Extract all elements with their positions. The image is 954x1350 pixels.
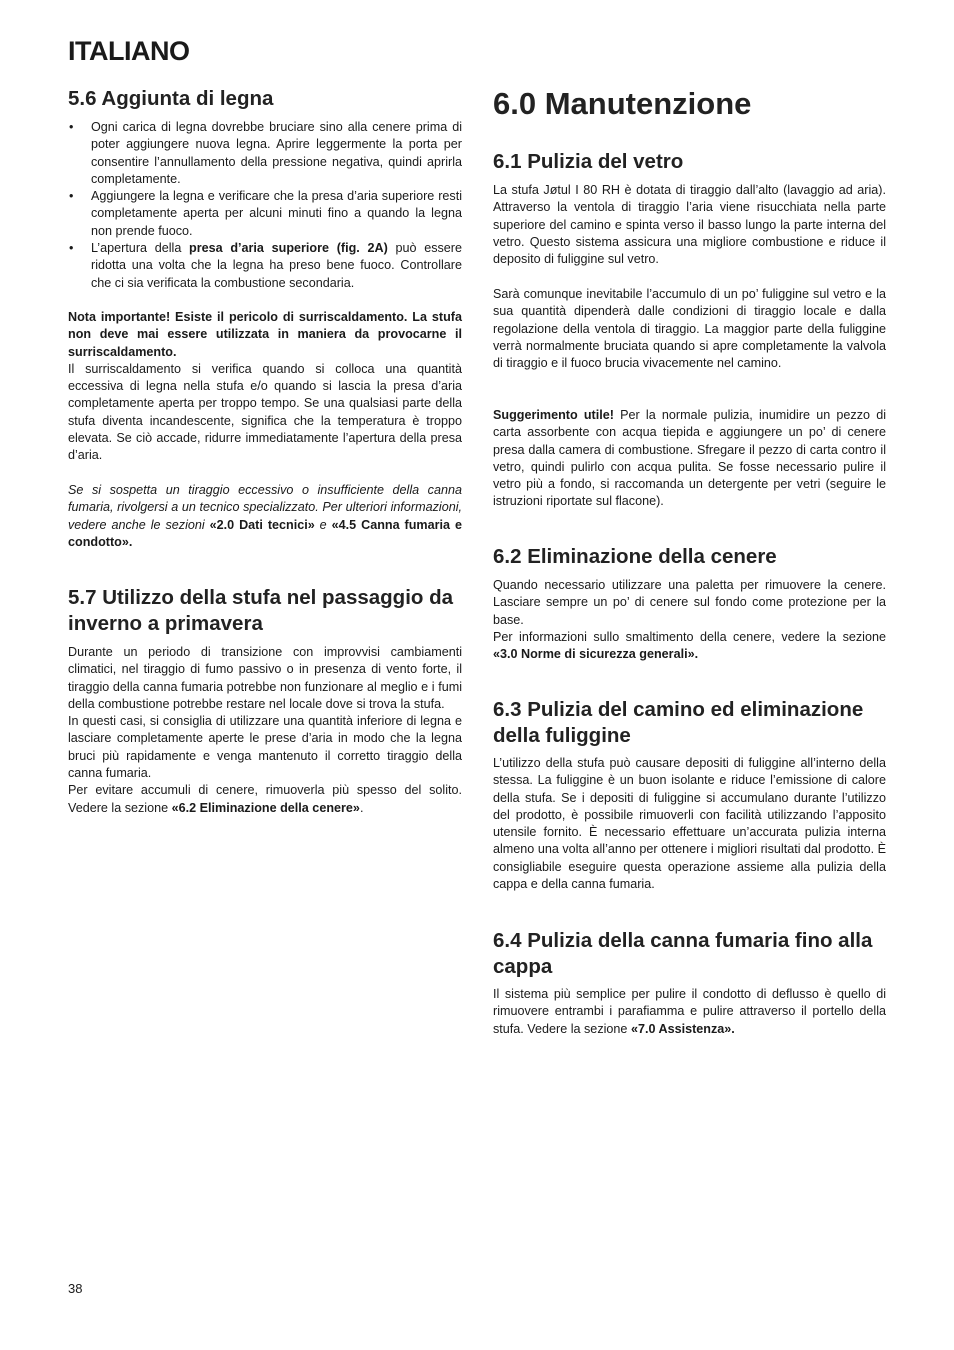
section-6-2-body: Quando necessario utilizzare una paletta per rimuovere la cenere. Lasciare sempre un po’ di cenere sul fondo come protezione per la base. Per informazioni sullo smaltimento della cenere, vedere la sezione «3.0 Norme di sicurezza generali». xyxy=(493,578,886,662)
section-5-7-body: Durante un periodo di transizione con improvvisi cambiamenti climatici, nel tiraggio di fumo passivo o in presenza di vento forte, il tiraggio della canna fumaria potrebbe non funzionare al meglio e i fumi della combustione potrebbe restare nel locale dove si trova la stufa. In questi casi, si consiglia di utilizzare una quantità inferiore di legna e lasciare completamente aperte le prese d’aria in modo che la legna bruci più rapidamente e venga mantenuto il corretto tiraggio della canna fumaria. Per evitare accumuli di cenere, rimuoverla più spesso del solito. Vedere la sezione «6.2 Eliminazione della cenere». xyxy=(68,645,462,815)
overheating-warning: Nota importante! Esiste il pericolo di surriscaldamento. La stufa non deve mai essere utilizzata in maniera da provocarne il surriscaldamento. xyxy=(68,310,462,359)
reference-link: «4.5 Canna fumaria e condotto». xyxy=(68,517,462,549)
section-6-1-title: 6.1 Pulizia del vetro xyxy=(493,150,684,173)
chapter-6-title: 6.0 Manutenzione xyxy=(493,86,752,121)
tip-label: Suggerimento utile! xyxy=(493,408,614,422)
section-6-3-body: L’utilizzo della stufa può causare depositi di fuliggine all’interno della stessa. La fuliggine è un buon isolante e riduce l’emissione di calore della stufa. Se i depositi di fuliggine si accumulano durante l’utilizzo del prodotto, è possibile rimuoverli con facilità utilizzando l’apposito utensile fornito. È necessario effettuare un’accurata pulizia interna almeno una volta all’anno per ottenere i migliori risultati dal prodotto. È consigliabile eseguire questa operazione assieme alla pulizia della cappa e della canna fumaria. xyxy=(493,756,886,892)
bullet-item: • Ogni carica di legna dovrebbe bruciare sino alla cenere prima di poter aggiungere nuova legna. Aprire leggermente la porta per consentire l’annullamento della pressione negativa, quindi aprirla completamente. xyxy=(68,119,462,188)
page-number: 38 xyxy=(68,1281,83,1296)
section-5-6-bullet-list xyxy=(68,119,462,292)
section-6-1-tip: Suggerimento utile! Per la normale pulizia, inumidire un pezzo di carta assorbente con acqua tiepida e aggiungere un po’ di cenere presa dalla camera di combustione. Sfregare il pezzo di carta contro il vetro, quindi pulirlo con acqua pulita. Se fosse necessario pulire il vetro più a fondo, si raccomanda un detergente per vetri (seguire le istruzioni riportate sul flacone). xyxy=(493,408,886,509)
reference-link: «3.0 Norme di sicurezza generali». xyxy=(493,647,699,662)
section-5-7-title: 5.7 Utilizzo della stufa nel passaggio da inverno a primavera xyxy=(68,586,454,635)
section-6-2-title: 6.2 Eliminazione della cenere xyxy=(493,545,777,568)
language-heading: ITALIANO xyxy=(68,36,190,66)
overheating-note: Nota importante! Esiste il pericolo di surriscaldamento. La stufa non deve mai essere utilizzata in maniera da provocarne il surriscaldamento. Il surriscaldamento si verifica quando si colloca una quantità eccessiva di legna nella stufa e/o quando si lascia la presa d’aria completamente aperta per troppo tempo. Se una qualsiasi parte della stufa diventa incandescente, significa che la temperatura è troppo elevata. Se ciò accade, ridurre immediatamente l’apertura della presa d’aria. xyxy=(68,310,462,463)
reference-link: «7.0 Assistenza». xyxy=(630,1021,735,1036)
bullet-item: • L’apertura della presa d’aria superiore (fig. 2A) può essere ridotta una volta che la legna ha preso bene fuoco. Controllare che ci sia verificata la combustione secondaria. xyxy=(68,240,462,292)
section-6-1-paragraph-2: Sarà comunque inevitabile l’accumulo di un po’ fuliggine sul vetro e la sua quantità dipenderà dalle condizioni di tiraggio locale e dalla regolazione della ventola di tiraggio. La maggior parte della fuliggine verrà normalmente bruciata quando si apre completamente la valvola di tiraggio e il fuoco brucia vivacemente nel camino. xyxy=(493,287,886,371)
section-5-6-title: 5.6 Aggiunta di legna xyxy=(68,87,274,110)
reference-link: «2.0 Dati tecnici» xyxy=(209,517,315,532)
reference-link: «6.2 Eliminazione della cenere» xyxy=(171,800,360,815)
section-6-1-paragraph-1: La stufa Jøtul I 80 RH è dotata di tiraggio dall’alto (lavaggio ad aria). Attraverso la ventola di tiraggio l’aria viene risucchiata nella parte superiore del camino e spinta verso il basso lungo la parte interna del vetro. Questo sistema assicura una migliore combustione e riduce il deposito di fuliggine sul vetro. xyxy=(493,183,886,267)
section-6-4-title: 6.4 Pulizia della canna fumaria fino alla cappa xyxy=(493,929,873,978)
bullet-item: • Aggiungere la legna e verificare che la presa d’aria superiore resti completamente aperta per alcuni minuti fino a quando la legna non prende fuoco. xyxy=(68,188,462,240)
section-6-3-title: 6.3 Pulizia del camino ed eliminazione della fuliggine xyxy=(493,698,864,747)
section-6-4-body: Il sistema più semplice per pulire il condotto di deflusso è quello di rimuovere entrambi i parafiamma e pulire attraverso il portello della stufa. Vedere la sezione «7.0 Assistenza». xyxy=(493,987,886,1036)
draught-advice: Se si sospetta un tiraggio eccessivo o insufficiente della canna fumaria, rivolgersi a un tecnico specializzato. Per ulteriori informazioni, vedere anche le sezioni «2.0 Dati tecnici» e «4.5 Canna fumaria e condotto». xyxy=(68,483,462,549)
